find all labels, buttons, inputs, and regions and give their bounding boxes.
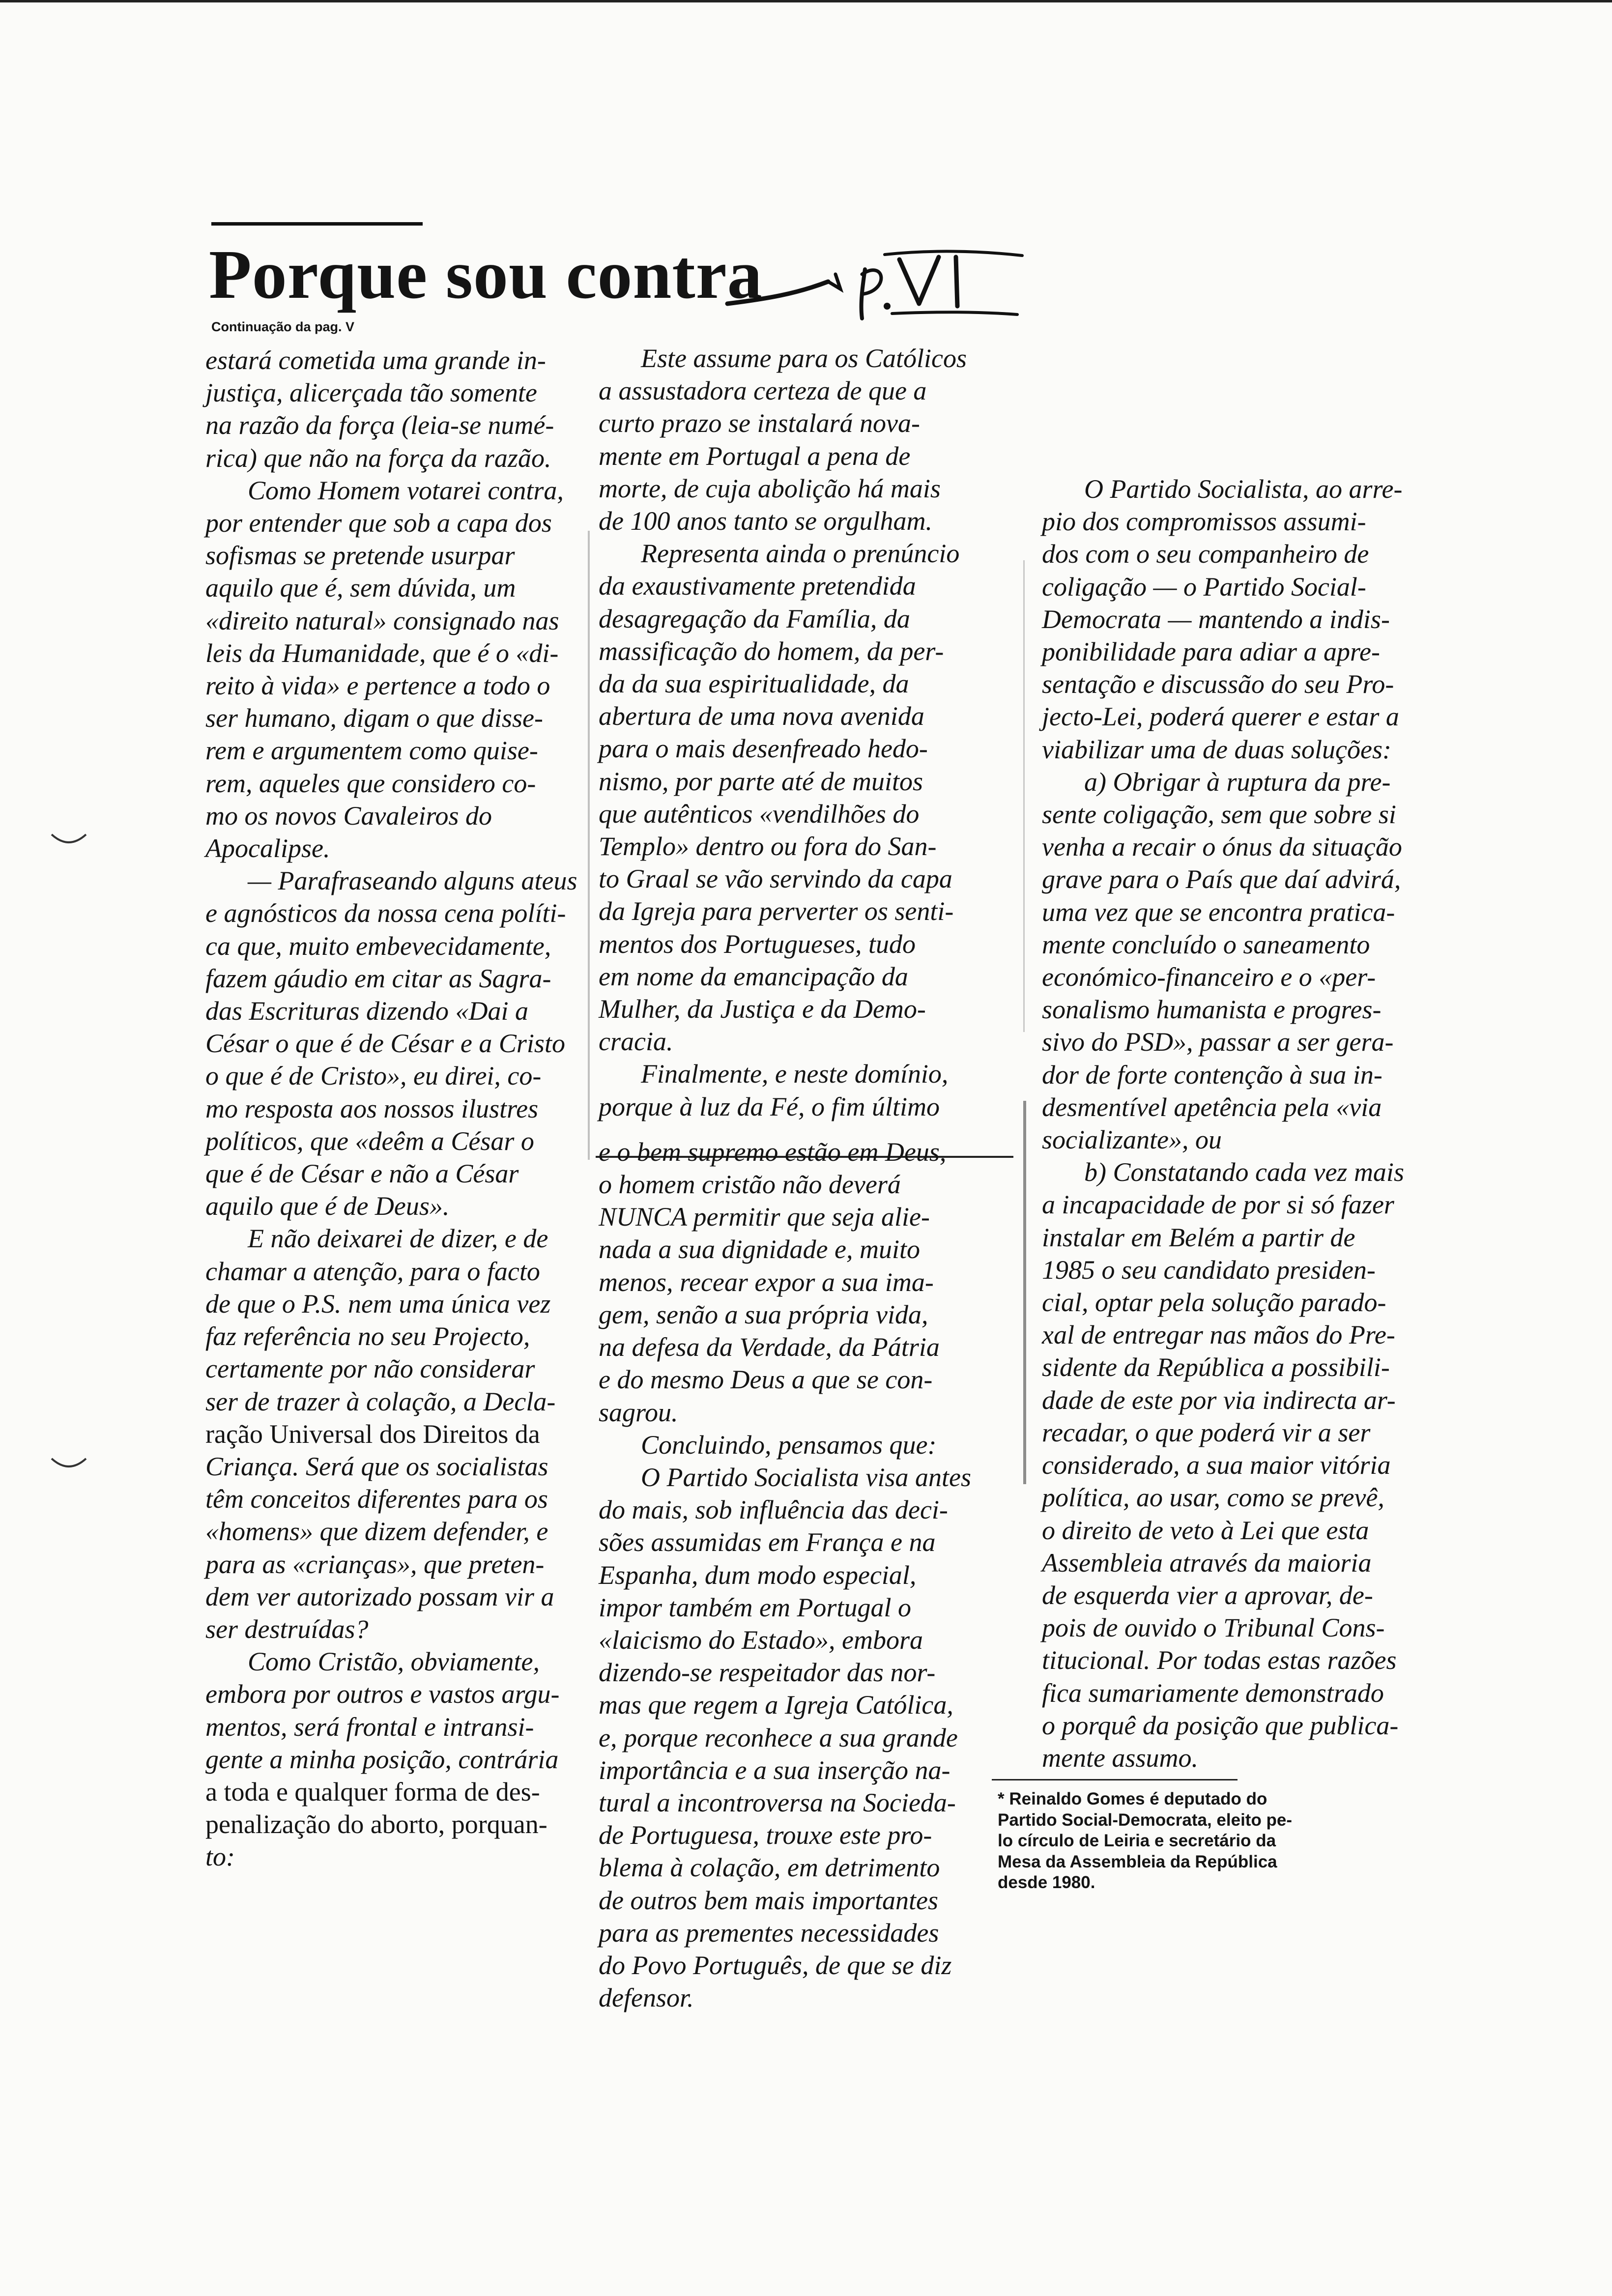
text-column-2 [599, 342, 1011, 2014]
text-line: mente concluído o saneamento [1042, 929, 1370, 959]
text-line: desmentível apetência pela «via [1042, 1092, 1382, 1122]
text-line: importância e a sua inserção na- [599, 1755, 950, 1785]
text-line: Concluindo, pensamos que: [641, 1430, 937, 1460]
punch-hole-mark [49, 1455, 88, 1474]
text-line: para as prementes necessidades [599, 1918, 939, 1948]
paragraph [599, 1136, 1011, 1429]
text-line: ser de trazer à colação, a Decla- [205, 1386, 556, 1416]
text-line: NUNCA permitir que seja alie- [599, 1202, 930, 1232]
text-line: têm conceitos diferentes para os [205, 1484, 548, 1514]
text-line: sagrou. [599, 1397, 678, 1427]
text-line: ração Universal dos Direitos da [205, 1419, 540, 1449]
text-line: sente coligação, sem que sobre si [1042, 800, 1396, 830]
paragraph [599, 342, 1011, 537]
text-line: a toda e qualquer forma de des- [205, 1777, 540, 1807]
text-line: de esquerda vier a aprovar, de- [1042, 1580, 1373, 1610]
punch-hole-mark [49, 831, 88, 850]
footnote-line: * Reinaldo Gomes é deputado do [998, 1789, 1267, 1808]
text-line: Templo» dentro ou fora do San- [599, 832, 937, 861]
paragraph [599, 1429, 1011, 1461]
text-line: «laicismo do Estado», embora [599, 1625, 923, 1655]
text-line: rem, aqueles que considero co- [205, 768, 536, 798]
text-line: a assustadora certeza de que a [599, 376, 927, 406]
paragraph [205, 1222, 589, 1645]
text-line: abertura de uma nova avenida [599, 701, 924, 731]
text-line: viabilizar uma de duas soluções: [1042, 734, 1391, 764]
text-line: b) Constatando cada vez mais [1084, 1157, 1404, 1187]
text-line: cracia. [599, 1027, 673, 1057]
footnote-line: Partido Social-Democrata, eleito pe- [998, 1810, 1293, 1830]
text-line: fica sumariamente demonstrado [1042, 1678, 1384, 1708]
text-line: sivo do PSD», passar a ser gera- [1042, 1027, 1394, 1057]
text-line: e agnósticos da nossa cena políti- [205, 898, 566, 928]
text-line: por entender que sob a capa dos [205, 508, 552, 538]
paragraph [205, 344, 589, 474]
text-line: titucional. Por todas estas razões [1042, 1645, 1397, 1675]
text-line: grave para o País que daí advirá, [1042, 864, 1401, 894]
text-line: 1985 o seu candidato presiden- [1042, 1255, 1376, 1285]
text-line: reito à vida» e pertence a todo o [205, 671, 550, 701]
text-line: e do mesmo Deus a que se con- [599, 1365, 933, 1395]
paragraph [1042, 766, 1455, 1156]
text-line: E não deixarei de dizer, e de [248, 1224, 548, 1254]
text-line: uma vez que se encontra pratica- [1042, 897, 1395, 927]
text-line: o que é de Cristo», eu direi, co- [205, 1061, 542, 1091]
text-line: ca que, muito embevecidamente, [205, 931, 551, 961]
text-line: leis da Humanidade, que é o «di- [205, 638, 559, 668]
text-line: Como Homem votarei contra, [248, 475, 564, 505]
text-line: ponibilidade para adiar a apre- [1042, 637, 1380, 667]
text-line: económico-financeiro e o «per- [1042, 962, 1376, 992]
text-line: César o que é de César e a Cristo [205, 1029, 565, 1059]
text-line: dizendo-se respeitador das nor- [599, 1658, 936, 1688]
article-title: Porque sou contra [209, 235, 763, 313]
text-line: mente assumo. [1042, 1743, 1198, 1773]
text-line: porque à luz da Fé, o fim último [599, 1091, 940, 1121]
text-line: Este assume para os Católicos [641, 344, 967, 373]
text-line: jecto-Lei, poderá querer e estar a [1042, 702, 1399, 732]
text-line: Mulher, da Justiça e da Demo- [599, 994, 926, 1024]
text-line: que autênticos «vendilhões do [599, 799, 920, 829]
text-line: Apocalipse. [205, 833, 330, 863]
text-line: O Partido Socialista, ao arre- [1084, 474, 1403, 504]
text-line: Finalmente, e neste domínio, [641, 1059, 949, 1089]
paragraph [205, 474, 589, 864]
handwritten-page-annotation [722, 240, 1027, 323]
text-line: penalização do aborto, porquan- [205, 1809, 547, 1839]
text-line: chamar a atenção, para o facto [205, 1256, 540, 1286]
text-line: Representa ainda o prenúncio [641, 539, 960, 569]
text-line: cial, optar pela solução parado- [1042, 1288, 1386, 1318]
paragraph [1042, 1156, 1455, 1774]
text-line: de outros bem mais importantes [599, 1885, 938, 1915]
footnote-line: Mesa da Assembleia da República [998, 1852, 1277, 1871]
text-line: aquilo que é de Deus». [205, 1191, 450, 1221]
paragraph [1042, 473, 1455, 766]
text-line: a) Obrigar à ruptura da pre- [1084, 767, 1391, 797]
text-line: impor também em Portugal o [599, 1592, 911, 1622]
text-line: nada a sua dignidade e, muito [599, 1234, 920, 1264]
text-line: O Partido Socialista visa antes [641, 1462, 971, 1492]
text-line: da Igreja para perverter os senti- [599, 896, 954, 926]
text-line: na razão da força (leia-se numé- [205, 410, 554, 440]
text-line: mentos, será frontal e intransi- [205, 1712, 534, 1742]
text-line: o direito de veto à Lei que esta [1042, 1515, 1369, 1545]
text-line: coligação — o Partido Social- [1042, 572, 1366, 602]
text-line: dor de forte contenção à sua in- [1042, 1060, 1382, 1090]
text-line: instalar em Belém a partir de [1042, 1222, 1355, 1252]
text-line: pio dos compromissos assumi- [1042, 507, 1366, 537]
text-line: menos, recear expor a sua ima- [599, 1267, 934, 1297]
text-line: to: [205, 1842, 235, 1872]
text-line: mo resposta aos nossos ilustres [205, 1093, 539, 1123]
text-line: de que o P.S. nem uma única vez [205, 1289, 551, 1319]
text-line: o porquê da posição que publica- [1042, 1710, 1399, 1740]
text-line: ser humano, digam o que disse- [205, 703, 543, 733]
text-line: do mais, sob influência das deci- [599, 1495, 948, 1525]
text-line: gente a minha posição, contrária [205, 1744, 559, 1774]
text-line: do Povo Português, de que se diz [599, 1950, 952, 1980]
text-line: aquilo que é, sem dúvida, um [205, 573, 516, 603]
text-line: to Graal se vão servindo da capa [599, 864, 952, 894]
text-line: dem ver autorizado possam vir a [205, 1581, 554, 1611]
text-line: das Escrituras dizendo «Dai a [205, 996, 529, 1026]
text-line: fazem gáudio em citar as Sagra- [205, 963, 551, 993]
text-line: política, ao usar, como se prevê, [1042, 1483, 1384, 1513]
text-line: mas que regem a Igreja Católica, [599, 1690, 953, 1720]
text-line: na defesa da Verdade, da Pátria [599, 1332, 940, 1362]
text-line: justiça, alicerçada tão somente [205, 378, 537, 408]
paragraph [599, 1058, 1011, 1122]
text-line: o homem cristão não deverá [599, 1170, 901, 1200]
text-line: a incapacidade de por si só fazer [1042, 1190, 1394, 1220]
text-line: mente em Portugal a pena de [599, 441, 911, 471]
text-line: Espanha, dum modo especial, [599, 1560, 917, 1590]
text-line: sofismas se pretende usurpar [205, 541, 515, 571]
text-line: recadar, o que poderá vir a ser [1042, 1417, 1371, 1447]
text-line: considerado, a sua maior vitória [1042, 1450, 1391, 1480]
text-line: certamente por não considerar [205, 1354, 535, 1384]
paragraph [205, 864, 589, 1222]
top-edge-line [0, 0, 1612, 2]
text-line: rem e argumentem como quise- [205, 736, 538, 766]
text-line: para o mais desenfreado hedo- [599, 734, 928, 764]
text-line: políticos, que «deêm a César o [205, 1126, 534, 1156]
author-footnote [998, 1789, 1489, 1894]
paragraph [205, 1645, 589, 1873]
text-line: Como Cristão, obviamente, [248, 1647, 540, 1677]
continuation-note: Continuação da pag. V [211, 319, 355, 334]
text-line: de 100 anos tanto se orgulham. [599, 506, 932, 536]
text-line: faz referência no seu Projecto, [205, 1321, 530, 1351]
text-line: venha a recair o ónus da situação [1042, 832, 1402, 862]
text-line: e, porque reconhece a sua grande [599, 1722, 958, 1752]
text-line: pois de ouvido o Tribunal Cons- [1042, 1613, 1385, 1643]
paragraph [599, 537, 1011, 1058]
text-line: da exaustivamente pretendida [599, 571, 916, 601]
text-line: em nome da emancipação da [599, 961, 908, 991]
text-line: defensor. [599, 1983, 694, 2013]
text-line: sidente da República a possibili- [1042, 1352, 1390, 1382]
text-line: dos com o seu companheiro de [1042, 539, 1369, 569]
text-line: rica) que não na força da razão. [205, 443, 551, 473]
footnote-rule [992, 1779, 1238, 1780]
text-line: «homens» que dizem defender, e [205, 1517, 548, 1547]
text-line: socializante», ou [1042, 1125, 1222, 1155]
text-column-1 [205, 344, 589, 1873]
text-line: embora por outros e vastos argu- [205, 1679, 560, 1709]
text-line: dade de este por via indirecta ar- [1042, 1385, 1396, 1415]
text-line: gem, senão a sua própria vida, [599, 1299, 928, 1329]
text-line: Criança. Será que os socialistas [205, 1451, 548, 1481]
column-divider-2-upper [1023, 560, 1025, 1032]
text-line: morte, de cuja abolição há mais [599, 473, 941, 503]
text-line: «direito natural» consignado nas [205, 605, 559, 635]
text-line: estará cometida uma grande in- [205, 345, 546, 375]
text-line: para as «crianças», que preten- [205, 1549, 545, 1579]
text-line: que é de César e não a César [205, 1159, 519, 1189]
text-line: de Portuguesa, trouxe este pro- [599, 1820, 932, 1850]
text-line: e o bem supremo estão em Deus, [599, 1137, 947, 1167]
text-line: sentação e discussão do seu Pro- [1042, 669, 1394, 699]
text-column-3 [1042, 473, 1455, 1774]
text-line: xal de entregar nas mãos do Pre- [1042, 1320, 1395, 1350]
text-line: — Parafraseando alguns ateus [248, 866, 577, 896]
text-line: mentos dos Portugueses, tudo [599, 929, 916, 959]
text-line: blema à colação, em detrimento [599, 1853, 940, 1883]
handwritten-scribble-icon [722, 240, 1027, 323]
text-line: curto prazo se instalará nova- [599, 408, 920, 438]
footnote-line: desde 1980. [998, 1873, 1095, 1892]
paragraph [599, 1461, 1011, 2014]
column-divider-2-lower [1023, 1101, 1026, 1484]
text-line: ser destruídas? [205, 1614, 369, 1644]
footnote-line: lo círculo de Leiria e secretário da [998, 1831, 1276, 1850]
text-line: da da sua espiritualidade, da [599, 669, 909, 699]
text-line: massificação do homem, da per- [599, 636, 944, 666]
text-line: Democrata — mantendo a indis- [1042, 604, 1390, 634]
text-line: sões assumidas em França e na [599, 1527, 936, 1557]
header-rule [211, 222, 423, 226]
text-line: desagregação da Família, da [599, 603, 910, 633]
text-line: tural a incontroversa na Socieda- [599, 1787, 956, 1817]
text-line: mo os novos Cavaleiros do [205, 801, 492, 831]
text-line: Assembleia através da maioria [1042, 1548, 1372, 1578]
text-line: sonalismo humanista e progres- [1042, 995, 1382, 1025]
text-line: nismo, por parte até de muitos [599, 766, 923, 796]
